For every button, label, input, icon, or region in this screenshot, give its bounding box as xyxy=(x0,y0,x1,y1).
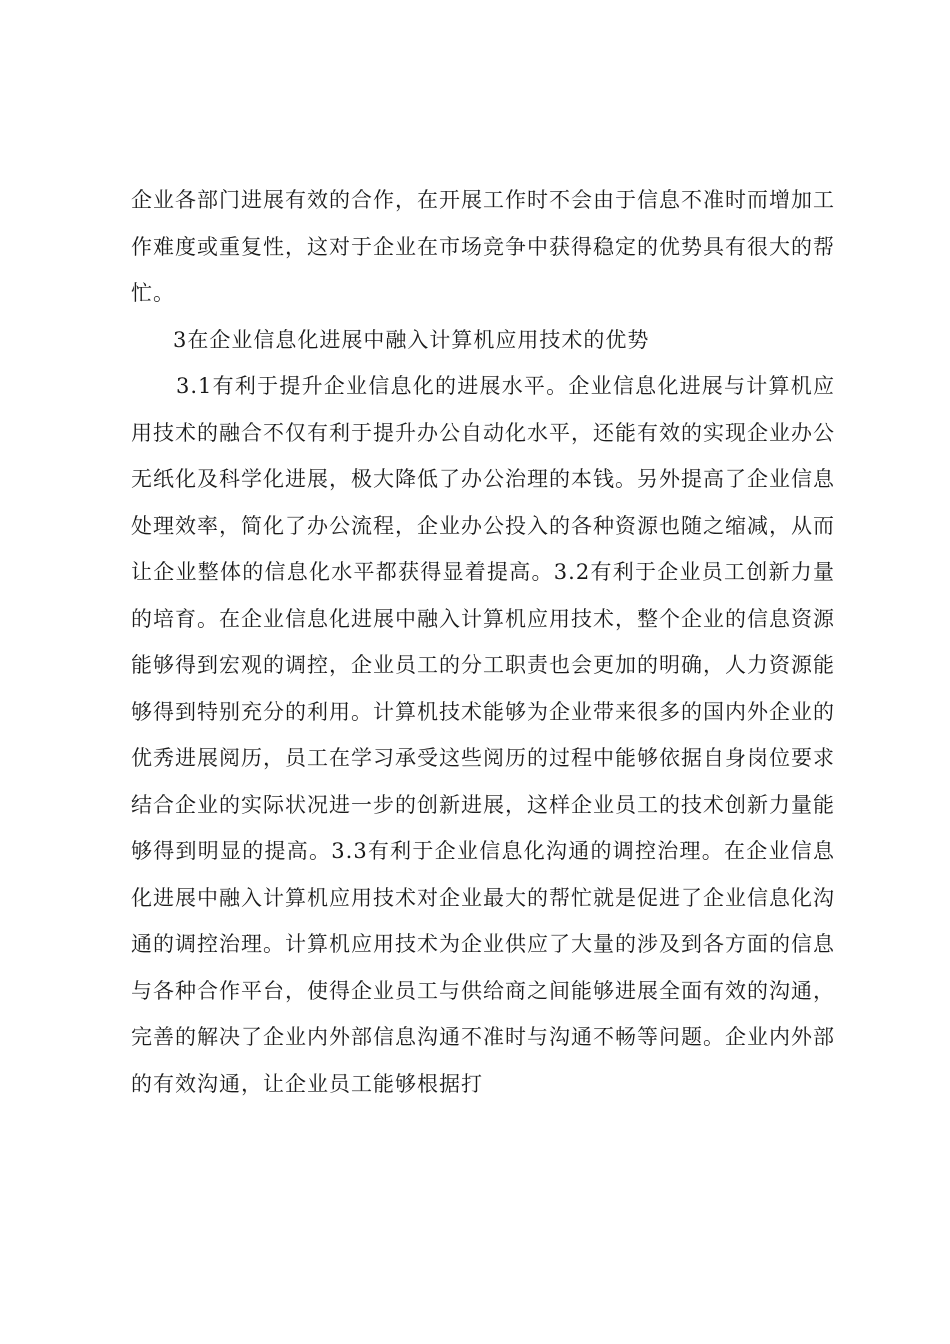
document-body xyxy=(131,177,835,1107)
paragraph-body: 3.1有利于提升企业信息化的进展水平。企业信息化进展与计算机应用技术的融合不仅有利于提升办公自动化水平，还能有效的实现企业办公无纸化及科学化进展，极大降低了办公治理的本钱。另外提高了企业信息处理效率，简化了办公流程，企业办公投入的各种资源也随之缩减，从而让企业整体的信息化水平都获得显着提高。3.2有利于企业员工创新力量的培育。在企业信息化进展中融入计算机应用技术，整个企业的信息资源能够得到宏观的调控，企业员工的分工职责也会更加的明确，人力资源能够得到特别充分的利用。计算机技术能够为企业带来很多的国内外企业的优秀进展阅历，员工在学习承受这些阅历的过程中能够依据自身岗位要求结合企业的实际状况进一步的创新进展，这样企业员工的技术创新力量能够得到明显的提高。3.3有利于企业信息化沟通的调控治理。在企业信息化进展中融入计算机应用技术对企业最大的帮忙就是促进了企业信息化沟通的调控治理。计算机应用技术为企业供应了大量的涉及到各方面的信息与各种合作平台，使得企业员工与供给商之间能够进展全面有效的沟通，完善的解决了企业内外部信息沟通不准时与沟通不畅等问题。企业内外部的有效沟通，让企业员工能够根据打 xyxy=(131,374,835,1096)
paragraph-continuation: 企业各部门进展有效的合作，在开展工作时不会由于信息不准时而增加工作难度或重复性，这对于企业在市场竞争中获得稳定的优势具有很大的帮忙。 xyxy=(131,188,835,305)
section-heading: 3在企业信息化进展中融入计算机应用技术的优势 xyxy=(173,327,650,352)
